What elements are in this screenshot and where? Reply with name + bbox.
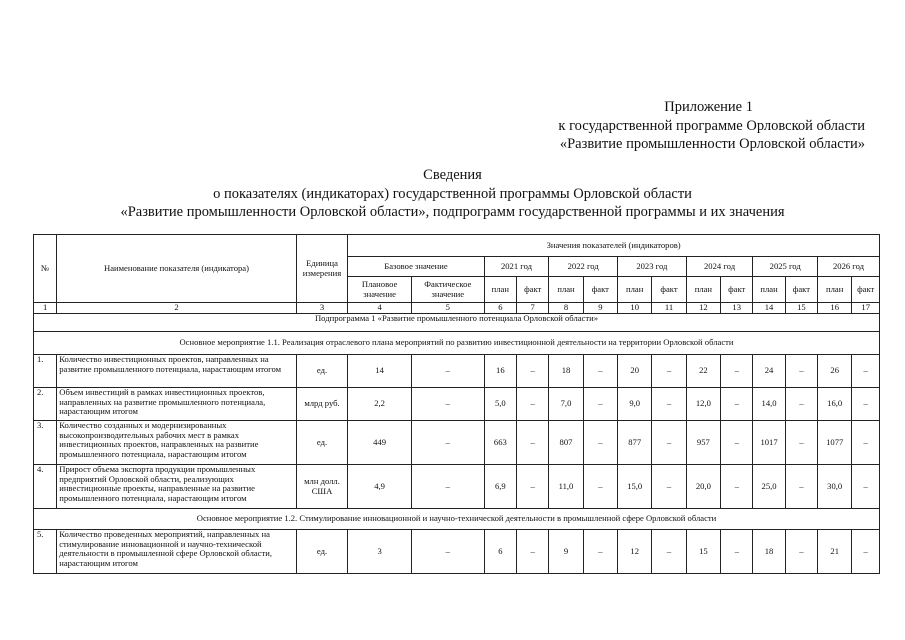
cell-value: 30,0: [818, 465, 852, 509]
cell-value: –: [411, 421, 484, 465]
cell-value: 877: [618, 421, 652, 465]
row-num: 3.: [34, 421, 57, 465]
cell-value: –: [652, 355, 686, 388]
cell-value: –: [852, 355, 880, 388]
cell-value: 1077: [818, 421, 852, 465]
header-row-1: [34, 235, 880, 257]
cell-value: 3: [348, 530, 412, 574]
cell-value: 1017: [753, 421, 785, 465]
col-number: 9: [583, 303, 617, 314]
title-line2: о показателях (индикаторах) государственной программы Орловской области: [213, 185, 692, 202]
row-num: 2.: [34, 388, 57, 421]
row-name: Количество инвестиционных проектов, направленных на развитие промышленного потенциала, нарастающим итогом: [57, 355, 297, 388]
col-number: 3: [296, 303, 348, 314]
cell-value: –: [583, 530, 617, 574]
cell-value: 12: [618, 530, 652, 574]
header-planned: Плановое значение: [348, 277, 412, 303]
header-fact: факт: [852, 277, 880, 303]
cell-value: –: [785, 355, 817, 388]
header-year: 2022 год: [549, 257, 618, 277]
cell-value: –: [517, 421, 549, 465]
header-fact: факт: [583, 277, 617, 303]
cell-value: –: [721, 530, 753, 574]
header-year: 2026 год: [818, 257, 880, 277]
col-number: 5: [411, 303, 484, 314]
cell-value: 16,0: [818, 388, 852, 421]
header-year: 2021 год: [484, 257, 549, 277]
cell-value: –: [517, 355, 549, 388]
cell-value: 22: [686, 355, 720, 388]
cell-value: –: [583, 465, 617, 509]
row-num: 4.: [34, 465, 57, 509]
cell-value: –: [411, 465, 484, 509]
row-unit: млрд руб.: [296, 388, 348, 421]
cell-value: 26: [818, 355, 852, 388]
header-year: 2025 год: [753, 257, 818, 277]
col-number: 16: [818, 303, 852, 314]
cell-value: –: [583, 388, 617, 421]
row-unit: ед.: [296, 355, 348, 388]
col-number: 4: [348, 303, 412, 314]
cell-value: –: [517, 465, 549, 509]
cell-value: –: [721, 355, 753, 388]
annex-line2: к государственной программе Орловской области: [558, 117, 865, 134]
col-number: 14: [753, 303, 785, 314]
col-number: 7: [517, 303, 549, 314]
header-fact: факт: [517, 277, 549, 303]
cell-value: 18: [753, 530, 785, 574]
row-unit: ед.: [296, 530, 348, 574]
cell-value: 15: [686, 530, 720, 574]
cell-value: 5,0: [484, 388, 516, 421]
cell-value: 449: [348, 421, 412, 465]
header-base: Базовое значение: [348, 257, 484, 277]
cell-value: –: [721, 421, 753, 465]
header-plan: план: [686, 277, 720, 303]
cell-value: –: [583, 421, 617, 465]
cell-value: –: [583, 355, 617, 388]
cell-value: –: [411, 388, 484, 421]
cell-value: –: [411, 355, 484, 388]
cell-value: –: [785, 421, 817, 465]
row-unit: ед.: [296, 421, 348, 465]
header-plan: план: [618, 277, 652, 303]
table-row: [34, 465, 880, 509]
cell-value: –: [652, 530, 686, 574]
header-num: №: [34, 235, 57, 303]
document-title: [0, 166, 905, 222]
table-row: [34, 388, 880, 421]
header-fact: факт: [721, 277, 753, 303]
cell-value: –: [411, 530, 484, 574]
row-unit: млн долл. США: [296, 465, 348, 509]
col-number: 2: [57, 303, 297, 314]
indicators-table: [33, 234, 880, 574]
cell-value: –: [852, 465, 880, 509]
cell-value: 7,0: [549, 388, 583, 421]
col-number: 12: [686, 303, 720, 314]
header-values: Значения показателей (индикаторов): [348, 235, 880, 257]
header-plan: план: [549, 277, 583, 303]
col-number: 8: [549, 303, 583, 314]
cell-value: –: [721, 388, 753, 421]
header-fact: факт: [652, 277, 686, 303]
column-numbers-row: [34, 303, 880, 314]
title-line3: «Развитие промышленности Орловской области», подпрограмм государственной программы и их значения: [120, 204, 785, 220]
cell-value: 25,0: [753, 465, 785, 509]
cell-value: –: [652, 388, 686, 421]
col-number: 6: [484, 303, 516, 314]
title-line1: Сведения: [423, 167, 482, 183]
header-unit: Единица измерения: [296, 235, 348, 303]
table-row: [34, 355, 880, 388]
cell-value: 663: [484, 421, 516, 465]
annex-line3: «Развитие промышленности Орловской области»: [559, 136, 865, 152]
cell-value: 20: [618, 355, 652, 388]
col-number: 11: [652, 303, 686, 314]
cell-value: 4,9: [348, 465, 412, 509]
col-number: 15: [785, 303, 817, 314]
header-year: 2023 год: [618, 257, 687, 277]
cell-value: –: [721, 465, 753, 509]
cell-value: 11,0: [549, 465, 583, 509]
cell-value: –: [652, 421, 686, 465]
cell-value: 15,0: [618, 465, 652, 509]
cell-value: –: [852, 530, 880, 574]
activity-row: [34, 509, 880, 530]
header-fact: факт: [785, 277, 817, 303]
cell-value: 18: [549, 355, 583, 388]
cell-value: 21: [818, 530, 852, 574]
cell-value: –: [517, 530, 549, 574]
cell-value: 14: [348, 355, 412, 388]
row-name: Прирост объема экспорта продукции промышленных предприятий Орловской области, реализующих инвестиционные проекты, направленные на развитие промышленного потенциала, нарастающим итогом: [57, 465, 297, 509]
annex-title: Приложение 1: [664, 99, 753, 115]
table-row: [34, 530, 880, 574]
cell-value: –: [785, 388, 817, 421]
annex-block: [558, 98, 865, 154]
row-num: 1.: [34, 355, 57, 388]
row-name: Объем инвестиций в рамках инвестиционных проектов, направленных на развитие промышленного потенциала, нарастающим итогом: [57, 388, 297, 421]
cell-value: 2,2: [348, 388, 412, 421]
header-year: 2024 год: [686, 257, 753, 277]
row-num: 5.: [34, 530, 57, 574]
col-number: 10: [618, 303, 652, 314]
cell-value: 20,0: [686, 465, 720, 509]
cell-value: –: [852, 388, 880, 421]
cell-value: –: [785, 465, 817, 509]
cell-value: 16: [484, 355, 516, 388]
cell-value: 12,0: [686, 388, 720, 421]
activity-1-title: Основное мероприятие 1.1. Реализация отраслевого плана мероприятий по развитию инвестиционной деятельности на территории Орловской области: [34, 332, 880, 355]
cell-value: 6: [484, 530, 516, 574]
table-row: [34, 421, 880, 465]
subprogram-row: [34, 314, 880, 332]
cell-value: 957: [686, 421, 720, 465]
col-number: 17: [852, 303, 880, 314]
header-name: Наименование показателя (индикатора): [57, 235, 297, 303]
cell-value: 24: [753, 355, 785, 388]
activity-row: [34, 332, 880, 355]
col-number: 13: [721, 303, 753, 314]
cell-value: –: [517, 388, 549, 421]
header-actual: Фактическое значение: [411, 277, 484, 303]
activity-2-title: Основное мероприятие 1.2. Стимулирование инновационной и научно-технической деятельности в промышленной сфере Орловской области: [34, 509, 880, 530]
cell-value: –: [785, 530, 817, 574]
cell-value: 14,0: [753, 388, 785, 421]
cell-value: –: [852, 421, 880, 465]
cell-value: 807: [549, 421, 583, 465]
col-number: 1: [34, 303, 57, 314]
row-name: Количество созданных и модернизированных высокопроизводительных рабочих мест в рамках инвестиционных проектов, направленных на развитие промышленного потенциала, нарастающим итогом: [57, 421, 297, 465]
cell-value: 9,0: [618, 388, 652, 421]
row-name: Количество проведенных мероприятий, направленных на стимулирование инновационной и научно-технической деятельности в промышленной сфере Орловской области, нарастающим итогом: [57, 530, 297, 574]
cell-value: –: [652, 465, 686, 509]
cell-value: 6,9: [484, 465, 516, 509]
header-plan: план: [753, 277, 785, 303]
cell-value: 9: [549, 530, 583, 574]
header-plan: план: [484, 277, 516, 303]
header-plan: план: [818, 277, 852, 303]
subprogram-title: Подпрограмма 1 «Развитие промышленного потенциала Орловской области»: [34, 314, 880, 332]
